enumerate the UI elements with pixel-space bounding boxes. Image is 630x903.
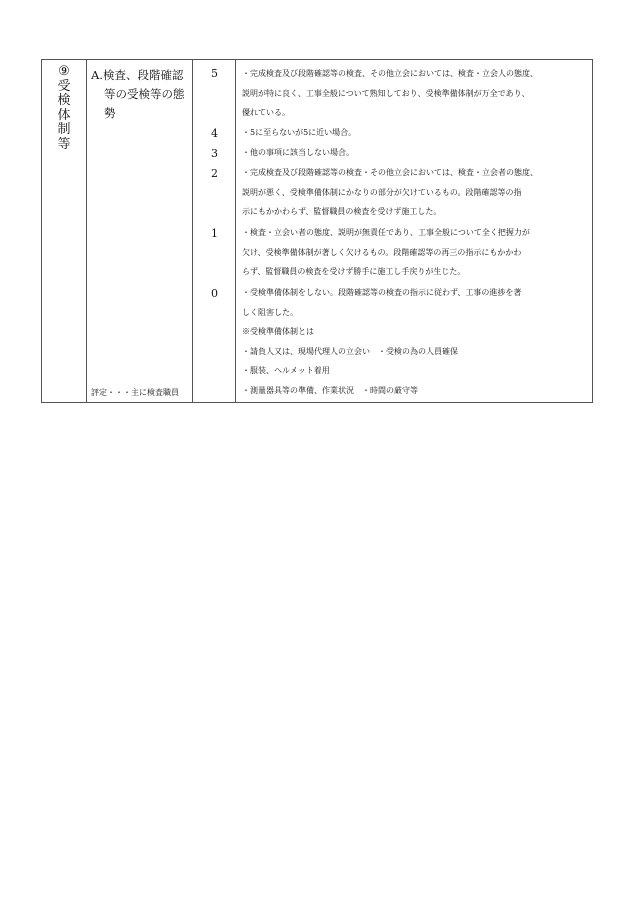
description-line: ・5に至らないが5に近い場合。	[242, 128, 357, 137]
description-score-2	[242, 163, 594, 222]
category-column	[42, 60, 87, 402]
category-label	[50, 65, 78, 152]
score-2: 2	[211, 167, 218, 180]
score-column	[193, 60, 236, 402]
description-line: 説明が特に良く、工事全般について熟知しており、受検準備体制が万全であり、	[242, 88, 530, 98]
score-3: 3	[211, 147, 218, 160]
description-line: 説明が悪く、受検準備体制にかなりの部分が欠けているもの。段階確認等の指	[242, 187, 522, 197]
description-score-1	[242, 223, 594, 282]
item-column	[87, 60, 193, 402]
description-line: しく阻害した。	[242, 307, 298, 317]
item-label	[91, 66, 191, 123]
description-line: ・検査・立会い者の態度、説明が無責任であり、工事全般について全く把握力が	[242, 228, 530, 237]
score-4: 4	[211, 127, 218, 140]
description-line: ・測量器具等の準備、作業状況 ・時間の厳守等	[242, 385, 418, 395]
category-char: 受	[57, 78, 71, 94]
category-char: 検	[57, 93, 71, 108]
description-line: 欠け、受検準備体制が著しく欠けるもの。段階確認等の再三の指示にもかかわ	[242, 247, 522, 257]
category-char: 等	[57, 136, 71, 152]
item-line: 勢	[104, 106, 116, 120]
description-score-4	[242, 123, 594, 143]
description-line: ・完成検査及び段階確認等の検査、その他立会においては、検査・立会人の態度、	[242, 69, 538, 78]
description-line: ※受検準備体制とは	[242, 327, 314, 337]
description-line: 示にもかかわらず、監督職員の検査を受けず施工した。	[242, 207, 442, 217]
description-line: ・服装、ヘルメット着用	[242, 366, 330, 376]
item-line: 等の受検等の態	[104, 87, 185, 101]
description-score-5	[242, 64, 594, 123]
description-line: 優れている。	[242, 108, 290, 118]
category-char: 制	[57, 122, 71, 137]
evaluation-table	[41, 59, 593, 403]
description-line: ・請負人又は、現場代理人の立会い ・受検の為の人員確保	[242, 346, 458, 356]
score-0: 0	[211, 287, 218, 300]
score-5: 5	[211, 67, 218, 80]
score-1: 1	[211, 227, 218, 240]
item-line: A.検査、段階確認	[91, 68, 184, 82]
evaluator-note: 評定・・・主に検査職員	[91, 388, 179, 397]
description-line: ・受検準備体制をしない。段階確認等の検査の指示に従わず、工事の進捗を著	[242, 288, 522, 297]
description-line: ・完成検査及び段階確認等の検査・その他立会においては、検査・立会者の態度、	[242, 168, 538, 177]
category-char: ⑨	[58, 64, 70, 79]
description-score-0	[242, 283, 594, 401]
description-score-3	[242, 143, 594, 163]
description-column	[236, 60, 592, 402]
category-char: 体	[57, 107, 71, 123]
description-line: ・他の事項に該当しない場合。	[242, 148, 354, 157]
description-line: らず、監督職員の検査を受けず勝手に施工し手戻りが生じた。	[242, 267, 466, 277]
